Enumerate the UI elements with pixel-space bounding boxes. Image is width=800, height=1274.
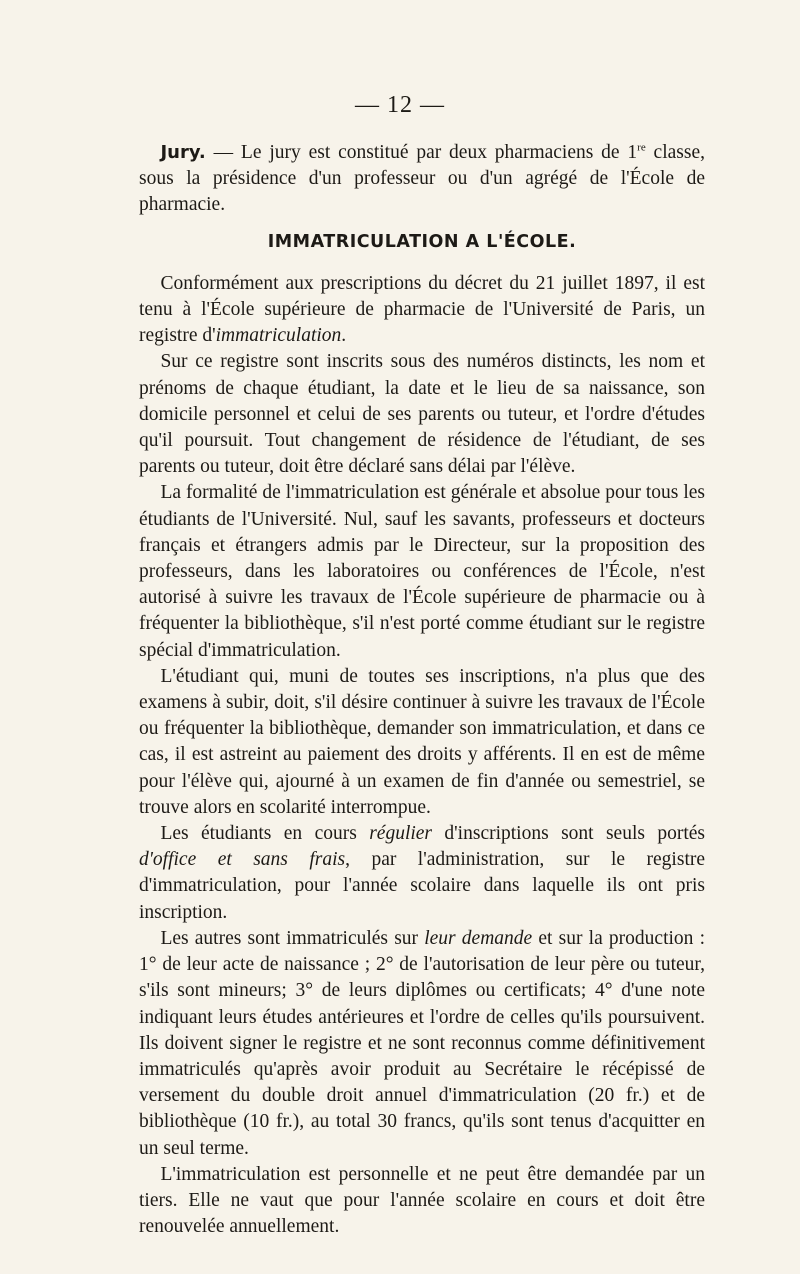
paragraph-4: L'étudiant qui, muni de toutes ses inscriptions, n'a plus que des examens à subir, doit, s'il désire continuer à suivre les travaux de l'École ou fréquenter la bibliothèque, demander son immatriculation, et dans ce cas, il est astreint au paiement des droits y afférents. Il en est de même pour l'élève qui, ajourné à un examen de fin d'année ou semestriel, se trouve alors en scolarité interrompue.	[139, 665, 705, 818]
para1-italic: immatriculation	[215, 325, 342, 347]
para6-a: Les autres sont immatriculés sur	[160, 927, 425, 949]
section-heading: IMMATRICULATION A L'ÉCOLE.	[267, 231, 577, 252]
jury-label: Jury.	[160, 142, 206, 163]
paragraph-5	[139, 821, 705, 926]
para1-text: Conformément aux prescriptions du décret du 21 juillet 1897, il est tenu à l'École supérieure de pharmacie de l'Université de Paris, un registre d'	[139, 272, 705, 347]
paragraph-3: La formalité de l'immatriculation est générale et absolue pour tous les étudiants de l'Université. Nul, sauf les savants, professeurs et docteurs français et étrangers admis par le Directeur, sur la proposition des professeurs, dans les laboratoires ou conférences de l'École, n'est autorisé à suivre les travaux de l'École supérieure de pharmacie ou à fréquenter la bibliothèque, s'il n'est porté comme étudiant sur le registre spécial d'immatriculation.	[139, 482, 705, 661]
para5-italic-2: d'office et sans frais	[139, 849, 346, 871]
para5-b: d'inscriptions sont seuls portés	[432, 823, 706, 845]
page-number: — 12 —	[355, 92, 445, 118]
jury-text-a: — Le jury est constitué par deux pharmaciens de 1	[205, 142, 638, 163]
para5-c: , par l'administration, sur le registre d'immatriculation, pour l'année scolaire dans laquelle ils ont pris inscription.	[139, 849, 706, 923]
jury-paragraph	[139, 140, 705, 219]
para6-italic: leur demande	[424, 927, 533, 949]
para5-a: Les étudiants en cours	[160, 823, 370, 845]
paragraph-2: Sur ce registre sont inscrits sous des numéros distincts, les nom et prénoms de chaque étudiant, la date et le lieu de sa naissance, son domicile personnel et celui de ses parents ou tuteur, et l'ordre d'études qu'il poursuit. Tout changement de résidence de l'étudiant, de ses parents ou tuteur, doit être déclaré sans délai par l'élève.	[139, 351, 705, 478]
para5-italic-1: régulier	[369, 823, 433, 845]
paragraph-6	[139, 926, 705, 1162]
para1-end: .	[341, 325, 347, 347]
body-text	[139, 140, 705, 1240]
jury-superscript: re	[637, 141, 646, 154]
jury-text-b: classe, sous la présidence d'un professeur ou d'un agrégé de l'École de pharmacie.	[139, 142, 705, 216]
para6-b: et sur la production : 1° de leur acte de naissance ; 2° de l'autorisation de leur père ou tuteur, s'ils sont mineurs; 3° de leurs diplômes ou certificats; 4° d'une note indiquant leurs études antérieures et l'ordre de celles qu'ils poursuivent. Ils doivent signer le registre et ne sont reconnus comme définitivement immatriculés qu'après avoir produit au Secrétaire le récépissé de versement du double droit annuel d'immatriculation (20 fr.) et de bibliothèque (10 fr.), au total 30 francs, qu'ils sont tenus d'acquitter en un seul terme.	[139, 927, 706, 1159]
paragraph-1	[139, 271, 705, 350]
paragraph-7: L'immatriculation est personnelle et ne peut être demandée par un tiers. Elle ne vaut que pour l'année scolaire en cours et doit être renouvelée annuellement.	[139, 1163, 705, 1238]
